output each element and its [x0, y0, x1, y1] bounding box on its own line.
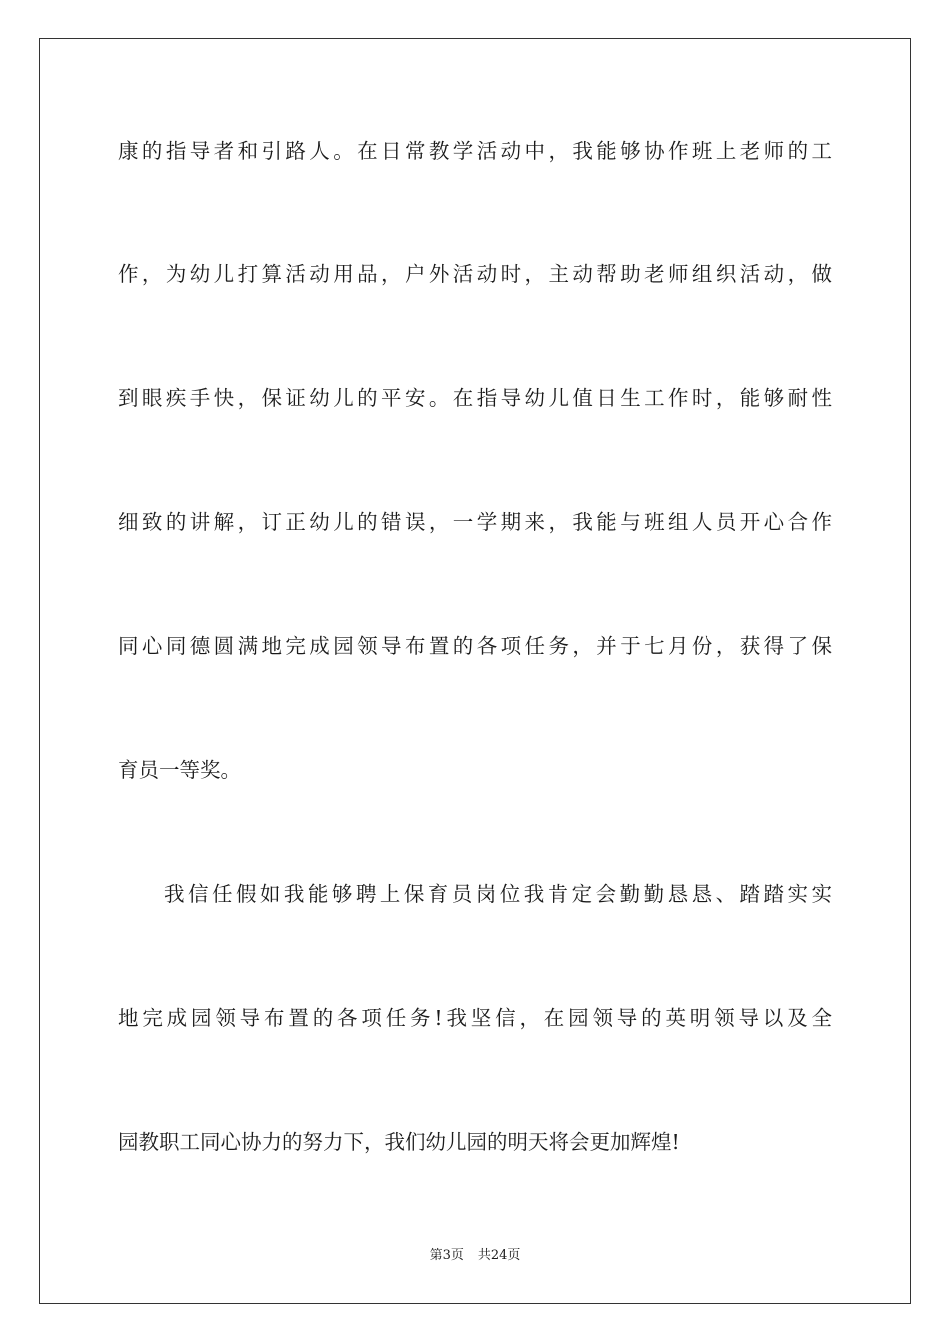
- page-total: 共24页: [477, 1248, 521, 1263]
- page-footer: [0, 1247, 950, 1265]
- text-line-5: 同心同德圆满地完成园领导布置的各项任务，并于七月份，获得了保: [118, 634, 832, 658]
- page-number: 第3页: [429, 1248, 464, 1263]
- text-line-9: 园教职工同心协力的努力下，我们幼儿园的明天将会更加辉煌!: [118, 1130, 680, 1154]
- page-border: [39, 38, 911, 1304]
- text-line-1: 康的指导者和引路人。在日常教学活动中，我能够协作班上老师的工: [118, 139, 832, 163]
- text-line-3: 到眼疾手快，保证幼儿的平安。在指导幼儿值日生工作时，能够耐性: [118, 386, 832, 410]
- text-line-4: 细致的讲解，订正幼儿的错误，一学期来，我能与班组人员开心合作: [118, 510, 832, 534]
- text-line-2: 作，为幼儿打算活动用品，户外活动时，主动帮助老师组织活动，做: [118, 262, 832, 286]
- text-line-7: 我信任假如我能够聘上保育员岗位我肯定会勤勤恳恳、踏踏实实: [164, 882, 832, 906]
- text-line-6: 育员一等奖。: [118, 758, 241, 782]
- text-line-8: 地完成园领导布置的各项任务!我坚信，在园领导的英明领导以及全: [118, 1006, 832, 1030]
